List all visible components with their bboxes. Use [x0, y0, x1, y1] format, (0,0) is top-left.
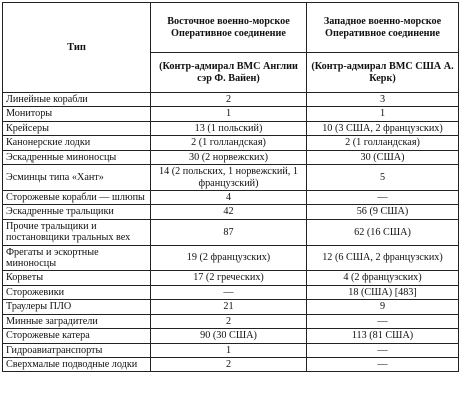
west-value-cell: 1: [307, 107, 459, 121]
type-cell: Сторожевые корабли — шлюпы: [3, 190, 151, 204]
east-value-cell: 30 (2 норвежских): [151, 150, 307, 164]
west-value-cell: 62 (16 США): [307, 219, 459, 245]
type-cell: Сторожевые катера: [3, 329, 151, 343]
header-type: Тип: [3, 3, 151, 93]
east-value-cell: 13 (1 польский): [151, 121, 307, 135]
type-cell: Гидроавиатранспорты: [3, 343, 151, 357]
table-row: [3, 93, 459, 107]
type-cell: Минные заградители: [3, 314, 151, 328]
table-row: [3, 245, 459, 271]
west-value-cell: —: [307, 314, 459, 328]
east-value-cell: 2: [151, 358, 307, 372]
west-value-cell: 9: [307, 300, 459, 314]
west-value-cell: 4 (2 французских): [307, 271, 459, 285]
west-value-cell: —: [307, 190, 459, 204]
west-value-cell: 5: [307, 165, 459, 191]
east-value-cell: 2 (1 голландская): [151, 136, 307, 150]
east-value-cell: 90 (30 США): [151, 329, 307, 343]
table-row: [3, 121, 459, 135]
east-value-cell: —: [151, 285, 307, 299]
west-value-cell: 2 (1 голландская): [307, 136, 459, 150]
fleet-composition-table: [2, 2, 459, 372]
type-cell: Корветы: [3, 271, 151, 285]
table-row: [3, 150, 459, 164]
east-value-cell: 21: [151, 300, 307, 314]
table-row: [3, 107, 459, 121]
west-value-cell: —: [307, 358, 459, 372]
east-value-cell: 2: [151, 314, 307, 328]
type-cell: Траулеры ПЛО: [3, 300, 151, 314]
table-row: [3, 271, 459, 285]
type-cell: Фрегаты и эскортные миноносцы: [3, 245, 151, 271]
table-row: [3, 314, 459, 328]
table-row: [3, 205, 459, 219]
type-cell: Крейсеры: [3, 121, 151, 135]
type-cell: Линейные корабли: [3, 93, 151, 107]
type-cell: Сверхмалые подводные лодки: [3, 358, 151, 372]
west-value-cell: 30 (США): [307, 150, 459, 164]
east-value-cell: 87: [151, 219, 307, 245]
table-row: [3, 190, 459, 204]
table-row: [3, 358, 459, 372]
west-value-cell: 3: [307, 93, 459, 107]
type-cell: Канонерские лодки: [3, 136, 151, 150]
header-west-force: Западное военно-морское Оперативное соединение: [307, 3, 459, 53]
east-value-cell: 17 (2 греческих): [151, 271, 307, 285]
east-value-cell: 4: [151, 190, 307, 204]
type-cell: Прочие тральщики и постановщики тральных вех: [3, 219, 151, 245]
east-value-cell: 1: [151, 107, 307, 121]
table-row: [3, 285, 459, 299]
type-cell: Сторожевики: [3, 285, 151, 299]
table-row: [3, 300, 459, 314]
table-row: [3, 136, 459, 150]
table-row: [3, 219, 459, 245]
type-cell: Эсминцы типа «Хант»: [3, 165, 151, 191]
type-cell: Эскадренные тральщики: [3, 205, 151, 219]
table-row: [3, 165, 459, 191]
table-row: [3, 343, 459, 357]
east-value-cell: 14 (2 польских, 1 норвежский, 1 французский): [151, 165, 307, 191]
table-row: [3, 329, 459, 343]
west-value-cell: 113 (81 США): [307, 329, 459, 343]
type-cell: Мониторы: [3, 107, 151, 121]
table-container: [2, 2, 458, 372]
west-value-cell: 56 (9 США): [307, 205, 459, 219]
header-east-force: Восточное военно-морское Оперативное соединение: [151, 3, 307, 53]
east-value-cell: 19 (2 французских): [151, 245, 307, 271]
east-value-cell: 2: [151, 93, 307, 107]
type-cell: Эскадренные миноносцы: [3, 150, 151, 164]
header-west-commander: (Контр-адмирал ВМС США А. Керк): [307, 53, 459, 93]
east-value-cell: 42: [151, 205, 307, 219]
west-value-cell: —: [307, 343, 459, 357]
west-value-cell: 10 (3 США, 2 французских): [307, 121, 459, 135]
header-east-commander: (Контр-адмирал ВМС Англии сэр Ф. Вайен): [151, 53, 307, 93]
east-value-cell: 1: [151, 343, 307, 357]
west-value-cell: 18 (США) [483]: [307, 285, 459, 299]
west-value-cell: 12 (6 США, 2 французских): [307, 245, 459, 271]
